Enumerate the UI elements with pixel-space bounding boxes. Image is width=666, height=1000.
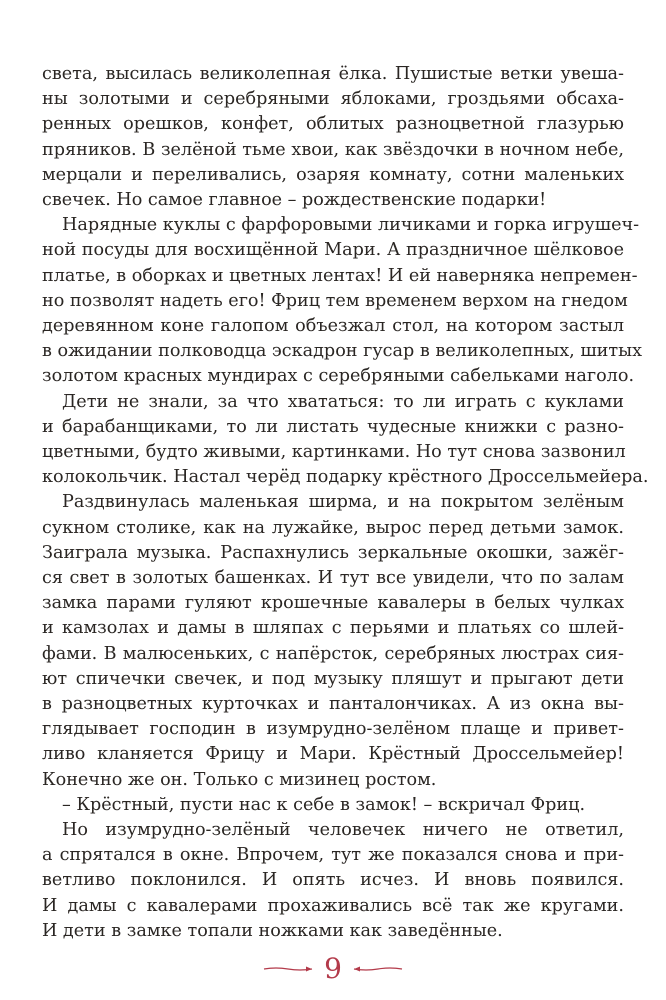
text-line: ливо кланяется Фрицу и Мари. Крёстный Дроссельмейер!: [42, 744, 624, 765]
text-line: И дети в замке топали ножками как заведённые.: [42, 920, 503, 941]
text-line: в разноцветных курточках и панталончиках. А из окна вы-: [42, 694, 624, 714]
page-number: 9: [324, 952, 342, 985]
text-line: сукном столике, как на лужайке, вырос перед детьми замок.: [42, 517, 624, 538]
text-line: глядывает господин в изумрудно-зелёном плаще и привет-: [42, 719, 624, 740]
text-line: цветными, будто живыми, картинками. Но тут снова зазвонил: [42, 442, 626, 462]
text-line: Конечно же он. Только с мизинец ростом.: [42, 769, 437, 790]
dialogue-line: – Крёстный, пусти нас к себе в замок! – вскричал Фриц.: [62, 794, 586, 815]
text-line: ренных орешков, конфет, облитых разноцветной глазурью: [42, 114, 624, 135]
text-line: ют спичечки свечек, и под музыку пляшут и прыгают дети: [42, 668, 624, 689]
text-line: золотом красных мундирах с серебряными сабельками наголо.: [42, 366, 635, 387]
text-line: мерцали и переливались, озаряя комнату, сотни маленьких: [42, 164, 624, 185]
text-line: а спрятался в окне. Впрочем, тут же показался снова и при-: [42, 845, 624, 866]
page-footer: [0, 944, 666, 994]
text-line: ны золотыми и серебряными яблоками, гроздьями обсаха-: [42, 89, 624, 110]
paragraph-first-line: Нарядные куклы с фарфоровыми личиками и горка игрушеч-: [62, 215, 640, 236]
text-line: колокольчик. Настал черёд подарку крёстного Дроссельмейера.: [42, 467, 649, 488]
paragraph-first-line: Раздвинулась маленькая ширма, и на покрытом зелёным: [62, 492, 624, 513]
text-line: но позволят надеть его! Фриц тем временем верхом на гнедом: [42, 290, 628, 311]
paragraph-first-line: Дети не знали, за что хвататься: то ли играть с куклами: [62, 391, 624, 412]
text-line: света, высилась великолепная ёлка. Пушистые ветки увеша-: [42, 64, 624, 84]
text-line: замка парами гуляют крошечные кавалеры в белых чулках: [42, 593, 624, 614]
text-line: ветливо поклонился. И опять исчез. И вновь появился.: [42, 870, 624, 891]
paragraph-first-line: Но изумрудно-зелёный человечек ничего не ответил,: [62, 820, 624, 840]
text-line: ной посуды для восхищённой Мари. А праздничное шёлковое: [42, 240, 624, 261]
right-ornament-icon: [352, 964, 404, 974]
text-line: деревянном коне галопом объезжал стол, на котором застыл: [42, 316, 624, 336]
text-line: ся свет в золотых башенках. И тут все увидели, что по залам: [42, 568, 624, 588]
text-line: и камзолах и дамы в шляпах с перьями и платьях со шлей-: [42, 618, 624, 639]
text-line: пряников. В зелёной тьме хвои, как звёздочки в ночном небе,: [42, 139, 624, 160]
text-line: Заиграла музыка. Распахнулись зеркальные окошки, зажёг-: [42, 542, 624, 563]
left-ornament-icon: [262, 964, 314, 974]
text-line: и барабанщиками, то ли листать чудесные книжки с разно-: [42, 416, 624, 437]
text-line: платье, в оборках и цветных лентах! И ей наверняка непремен-: [42, 265, 638, 286]
text-line: И дамы с кавалерами прохаживались всё так же кругами.: [42, 895, 624, 916]
text-line: свечек. Но самое главное – рождественские подарки!: [42, 190, 547, 210]
text-line: фами. В малюсеньких, с напёрсток, серебряных люстрах сия-: [42, 643, 624, 664]
text-line: в ожидании полководца эскадрон гусар в великолепных, шитых: [42, 341, 643, 362]
